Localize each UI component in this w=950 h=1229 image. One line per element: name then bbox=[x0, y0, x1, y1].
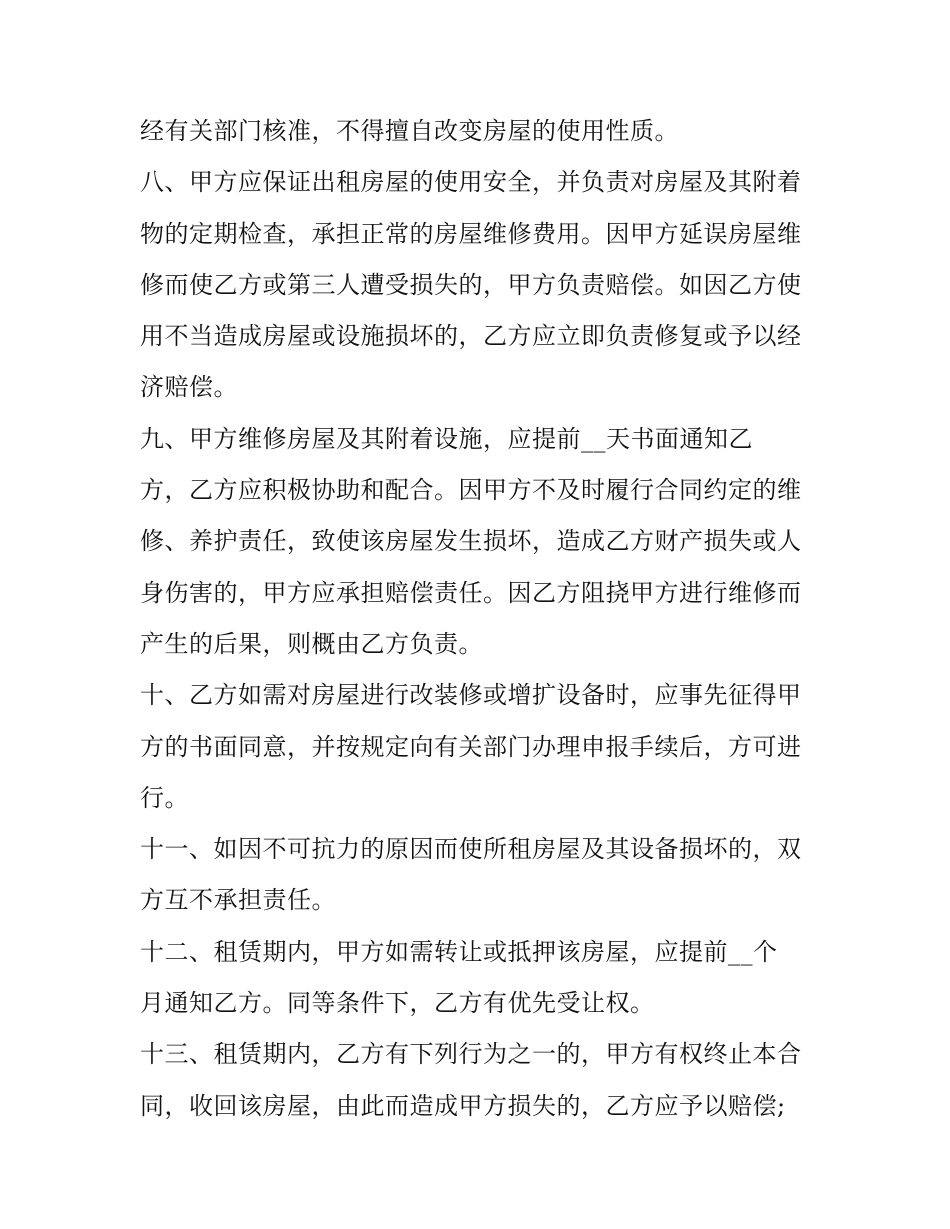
text-line: 月通知乙方。同等条件下，乙方有优先受让权。 bbox=[140, 989, 655, 1018]
text-line: 身伤害的，甲方应承担赔偿责任。因乙方阻挠甲方进行维修而 bbox=[140, 578, 802, 607]
text-line: 八、甲方应保证出租房屋的使用安全，并负责对房屋及其附着 bbox=[140, 168, 802, 197]
text-line: 十三、租赁期内，乙方有下列行为之一的，甲方有权终止本合 bbox=[140, 1040, 802, 1069]
text-line: 方，乙方应积极协助和配合。因甲方不及时履行合同约定的维 bbox=[140, 476, 802, 505]
contract-text-block bbox=[140, 106, 830, 1132]
text-line: 十二、租赁期内，甲方如需转让或抵押该房屋，应提前__个 bbox=[140, 937, 778, 966]
text-line: 方的书面同意，并按规定向有关部门办理申报手续后，方可进 bbox=[140, 732, 802, 761]
text-line: 济赔偿。 bbox=[140, 373, 238, 402]
text-line: 产生的后果，则概由乙方负责。 bbox=[140, 629, 483, 658]
text-line: 十、乙方如需对房屋进行改装修或增扩设备时，应事先征得甲 bbox=[140, 681, 802, 710]
text-line: 修而使乙方或第三人遭受损失的，甲方负责赔偿。如因乙方使 bbox=[140, 270, 802, 299]
text-line: 行。 bbox=[140, 783, 189, 812]
text-line: 十一、如因不可抗力的原因而使所租房屋及其设备损坏的，双 bbox=[140, 835, 802, 864]
text-line: 方互不承担责任。 bbox=[140, 886, 336, 915]
text-line: 物的定期检查，承担正常的房屋维修费用。因甲方延误房屋维 bbox=[140, 219, 802, 248]
text-line: 用不当造成房屋或设施损坏的，乙方应立即负责修复或予以经 bbox=[140, 322, 802, 351]
text-line: 同，收回该房屋，由此而造成甲方损失的，乙方应予以赔偿; bbox=[140, 1091, 786, 1120]
text-line: 九、甲方维修房屋及其附着设施，应提前__天书面通知乙 bbox=[140, 424, 753, 453]
text-line: 经有关部门核准，不得擅自改变房屋的使用性质。 bbox=[140, 117, 679, 145]
text-line: 修、养护责任，致使该房屋发生损坏，造成乙方财产损失或人 bbox=[140, 527, 802, 556]
